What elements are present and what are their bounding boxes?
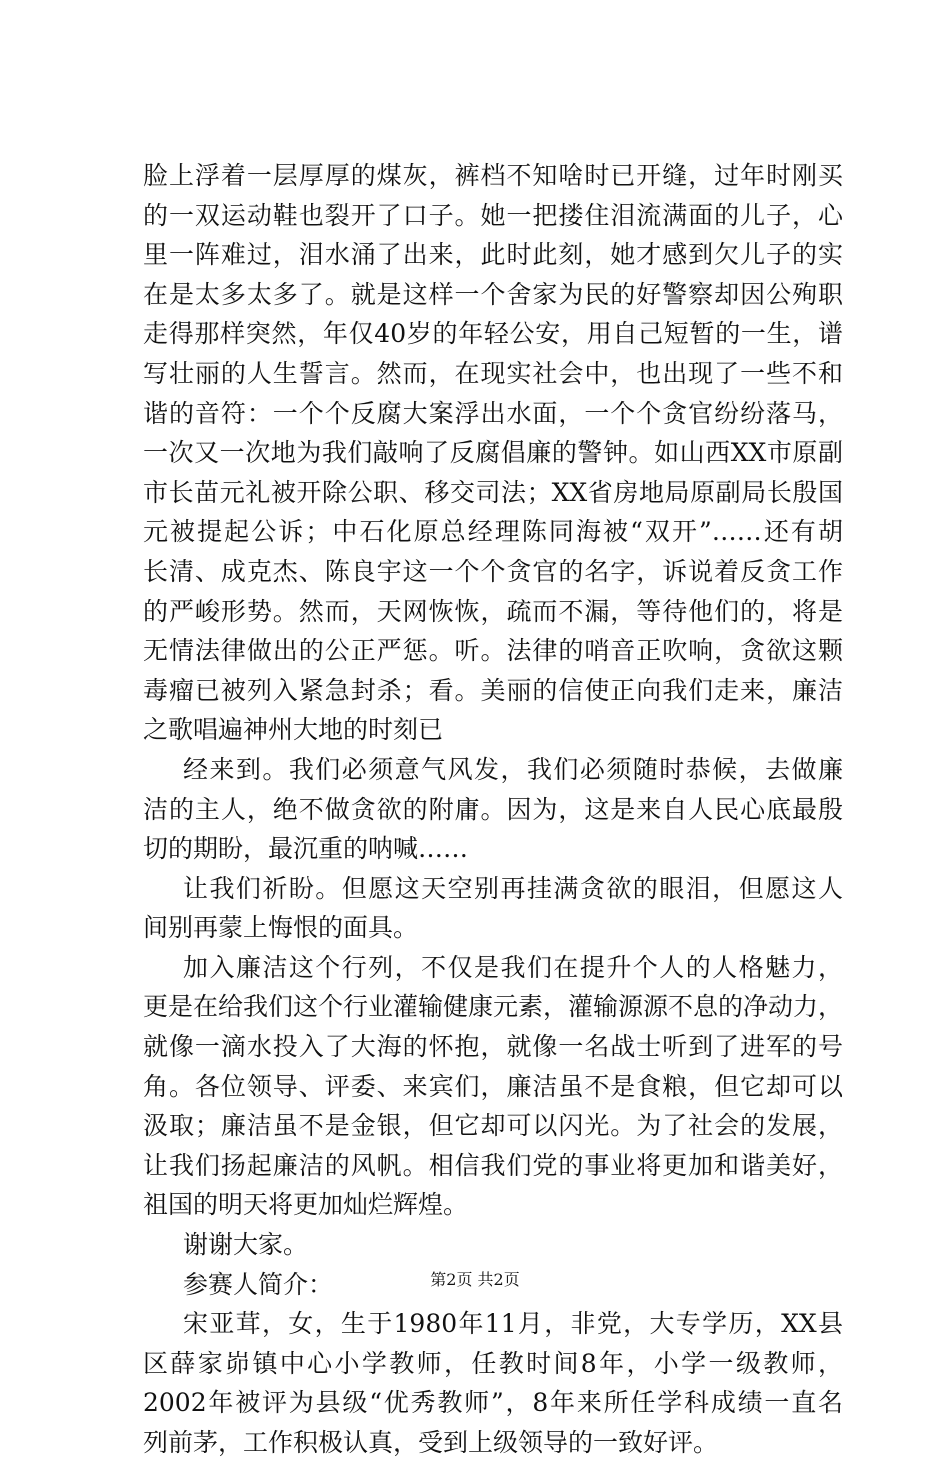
text-line: 洁的主人，绝不做贪欲的附庸。因为，这是来自人民心底最殷	[143, 794, 843, 824]
text-line: 祖国的明天将更加灿烂辉煌。	[143, 1190, 469, 1220]
text-line: 汲取；廉洁虽不是金银，但它却可以闪光。为了社会的发展，	[143, 1111, 843, 1141]
text-line: 切的期盼，最沉重的呐喊……	[143, 834, 469, 864]
text-line: 列前茅，工作积极认真，受到上级领导的一致好评。	[143, 1428, 719, 1457]
page-number-label: 第2页 共2页	[430, 1270, 520, 1289]
text-line: 参赛人简介：	[183, 1269, 334, 1299]
text-line: 的一双运动鞋也裂开了口子。她一把搂住泪流满面的儿子，心	[143, 200, 843, 230]
text-line: 一次又一次地为我们敲响了反腐倡廉的警钟。如山西XX市原副	[143, 438, 843, 468]
text-line: 无情法律做出的公正严惩。听。法律的哨音正吹响，贪欲这颗	[143, 636, 843, 666]
text-line: 的严峻形势。然而，天网恢恢，疏而不漏，等待他们的，将是	[143, 596, 843, 626]
text-line: 谐的音符：一个个反腐大案浮出水面，一个个贪官纷纷落马，	[143, 398, 843, 428]
text-line: 就像一滴水投入了大海的怀抱，就像一名战士听到了进军的号	[143, 1032, 843, 1062]
text-line: 元被提起公诉；中石化原总经理陈同海被“双开”……还有胡	[143, 517, 843, 547]
text-line: 谢谢大家。	[183, 1230, 309, 1260]
text-line: 经来到。我们必须意气风发，我们必须随时恭候，去做廉	[183, 754, 843, 784]
text-line: 之歌唱遍神州大地的时刻已	[143, 715, 444, 745]
text-line: 2002年被评为县级“优秀教师”，8年来所任学科成绩一直名	[143, 1388, 843, 1418]
text-line: 市长苗元礼被开除公职、移交司法；XX省房地局原副局长殷国	[143, 477, 843, 507]
text-line: 里一阵难过，泪水涌了出来，此时此刻，她才感到欠儿子的实	[143, 240, 843, 270]
text-line: 走得那样突然，年仅40岁的年轻公安，用自己短暂的一生，谱	[143, 319, 843, 349]
text-line: 脸上浮着一层厚厚的煤灰，裤档不知啥时已开缝，过年时刚买	[143, 161, 843, 190]
document-body	[143, 156, 843, 1463]
text-line: 写壮丽的人生誓言。然而，在现实社会中，也出现了一些不和	[143, 358, 843, 388]
text-line: 区薛家峁镇中心小学教师，任教时间8年，小学一级教师，	[143, 1348, 843, 1378]
text-line: 间别再蒙上悔恨的面具。	[143, 913, 419, 943]
page-footer	[0, 1270, 950, 1290]
text-line: 在是太多太多了。就是这样一个舍家为民的好警察却因公殉职	[143, 279, 843, 309]
text-line: 角。各位领导、评委、来宾们，廉洁虽不是食粮，但它却可以	[143, 1071, 843, 1101]
text-line: 宋亚茸，女，生于1980年11月，非党，大专学历，XX县	[183, 1309, 843, 1339]
text-line: 长清、成克杰、陈良宇这一个个贪官的名字，诉说着反贪工作	[143, 556, 843, 586]
text-line: 更是在给我们这个行业灌输健康元素，灌输源源不息的净动力，	[143, 992, 843, 1022]
text-line: 毒瘤已被列入紧急封杀；看。美丽的信使正向我们走来，廉洁	[143, 675, 843, 705]
text-line: 让我们祈盼。但愿这天空别再挂满贪欲的眼泪，但愿这人	[183, 873, 843, 903]
text-line: 加入廉洁这个行列，不仅是我们在提升个人的人格魅力，	[183, 952, 843, 982]
text-line: 让我们扬起廉洁的风帆。相信我们党的事业将更加和谐美好，	[143, 1150, 843, 1180]
